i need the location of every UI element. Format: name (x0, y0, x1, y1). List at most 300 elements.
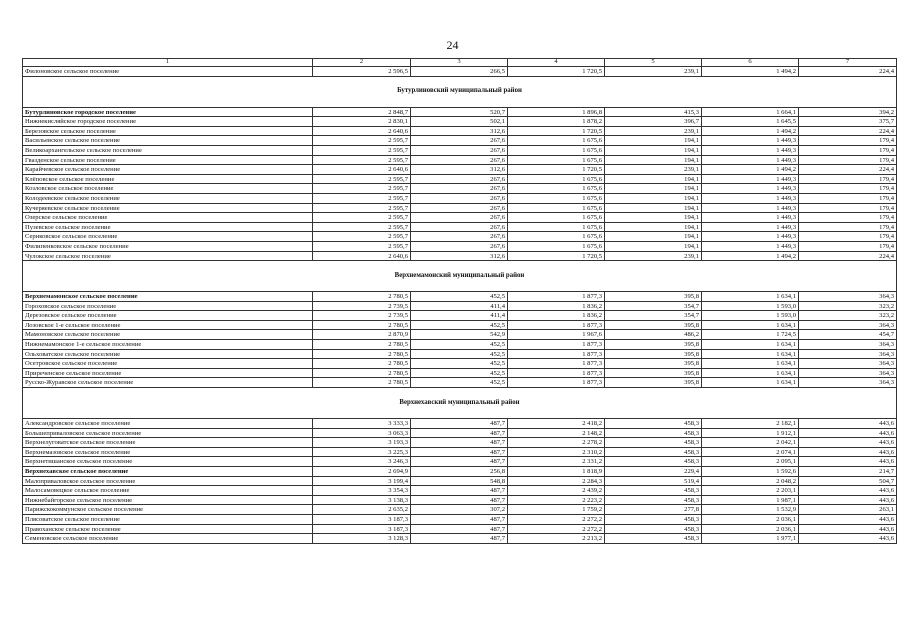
table-row (23, 213, 897, 223)
settlement-name: Пузевское сельское поселение (23, 222, 313, 232)
value-cell: 519,4 (605, 476, 702, 486)
table-row (23, 505, 897, 515)
value-cell: 2 223,2 (508, 495, 605, 505)
value-cell: 3 063,3 (313, 428, 411, 438)
table-row (23, 117, 897, 127)
value-cell: 2 439,2 (508, 486, 605, 496)
value-cell: 458,3 (605, 438, 702, 448)
value-cell: 1 987,1 (702, 495, 799, 505)
value-cell: 487,7 (411, 524, 508, 534)
value-cell: 452,5 (411, 292, 508, 302)
value-cell: 3 225,3 (313, 447, 411, 457)
settlement-name: Озерское сельское поселение (23, 213, 313, 223)
table-row (23, 184, 897, 194)
table-row (23, 457, 897, 467)
value-cell: 2 284,3 (508, 476, 605, 486)
value-cell: 1 720,5 (508, 251, 605, 261)
value-cell: 1 494,2 (702, 67, 799, 77)
value-cell: 520,7 (411, 107, 508, 117)
value-cell: 194,1 (605, 222, 702, 232)
table-body (23, 59, 897, 544)
value-cell: 179,4 (799, 232, 897, 242)
value-cell: 1 449,3 (702, 145, 799, 155)
settlement-name: Большеприваловское сельское поселение (23, 428, 313, 438)
value-cell: 364,3 (799, 320, 897, 330)
settlement-name: Филипенковское сельское поселение (23, 241, 313, 251)
value-cell: 487,7 (411, 457, 508, 467)
value-cell: 487,7 (411, 419, 508, 429)
value-cell: 2 780,5 (313, 368, 411, 378)
value-cell: 1 877,3 (508, 320, 605, 330)
value-cell: 179,4 (799, 222, 897, 232)
table-row (23, 340, 897, 350)
value-cell: 1 724,5 (702, 330, 799, 340)
value-cell: 411,4 (411, 311, 508, 321)
value-cell: 179,4 (799, 136, 897, 146)
value-cell: 1 634,1 (702, 359, 799, 369)
value-cell: 2 272,2 (508, 524, 605, 534)
value-cell: 1 675,6 (508, 145, 605, 155)
value-cell: 267,6 (411, 193, 508, 203)
value-cell: 458,3 (605, 457, 702, 467)
value-cell: 2 278,2 (508, 438, 605, 448)
value-cell: 179,4 (799, 213, 897, 223)
value-cell: 179,4 (799, 145, 897, 155)
value-cell: 354,7 (605, 311, 702, 321)
value-cell: 1 449,3 (702, 193, 799, 203)
value-cell: 239,1 (605, 251, 702, 261)
value-cell: 415,3 (605, 107, 702, 117)
section-header-row (23, 261, 897, 292)
value-cell: 3 333,3 (313, 419, 411, 429)
settlement-name: Приреченское сельское поселение (23, 368, 313, 378)
value-cell: 395,8 (605, 378, 702, 388)
value-cell: 1 449,3 (702, 213, 799, 223)
value-cell: 452,5 (411, 368, 508, 378)
table-row (23, 193, 897, 203)
column-number: 6 (702, 59, 799, 67)
value-cell: 364,3 (799, 368, 897, 378)
value-cell: 458,3 (605, 495, 702, 505)
value-cell: 354,7 (605, 301, 702, 311)
value-cell: 194,1 (605, 203, 702, 213)
value-cell: 323,2 (799, 301, 897, 311)
value-cell: 1 675,6 (508, 203, 605, 213)
value-cell: 2 595,7 (313, 203, 411, 213)
value-cell: 1 720,5 (508, 126, 605, 136)
table-row (23, 534, 897, 544)
value-cell: 2 095,1 (702, 457, 799, 467)
value-cell: 267,6 (411, 136, 508, 146)
value-cell: 1 449,3 (702, 184, 799, 194)
value-cell: 458,3 (605, 428, 702, 438)
settlement-name: Верхнемазовское сельское поселение (23, 447, 313, 457)
value-cell: 1 877,3 (508, 349, 605, 359)
value-cell: 364,3 (799, 359, 897, 369)
value-cell: 214,7 (799, 467, 897, 477)
value-cell: 487,7 (411, 534, 508, 544)
value-cell: 375,7 (799, 117, 897, 127)
page-number: 24 (446, 38, 459, 52)
value-cell: 1 720,5 (508, 67, 605, 77)
value-cell: 1 967,6 (508, 330, 605, 340)
value-cell: 1 877,3 (508, 340, 605, 350)
value-cell: 1 634,1 (702, 292, 799, 302)
value-cell: 1 494,2 (702, 126, 799, 136)
value-cell: 396,7 (605, 117, 702, 127)
value-cell: 1 634,1 (702, 320, 799, 330)
value-cell: 2 830,1 (313, 117, 411, 127)
value-cell: 3 199,4 (313, 476, 411, 486)
value-cell: 1 836,2 (508, 301, 605, 311)
value-cell: 267,6 (411, 232, 508, 242)
column-number: 5 (605, 59, 702, 67)
value-cell: 2 310,2 (508, 447, 605, 457)
settlement-name: Малосамовецкое сельское поселение (23, 486, 313, 496)
value-cell: 1 634,1 (702, 378, 799, 388)
value-cell: 2 640,6 (313, 165, 411, 175)
value-cell: 1 593,0 (702, 301, 799, 311)
settlement-name: Клёповское сельское поселение (23, 174, 313, 184)
value-cell: 2 182,1 (702, 419, 799, 429)
value-cell: 179,4 (799, 174, 897, 184)
value-cell: 194,1 (605, 136, 702, 146)
value-cell: 1 818,9 (508, 467, 605, 477)
column-number-row (23, 59, 897, 67)
value-cell: 452,5 (411, 340, 508, 350)
value-cell: 1 675,6 (508, 232, 605, 242)
value-cell: 487,7 (411, 486, 508, 496)
value-cell: 3 354,3 (313, 486, 411, 496)
value-cell: 2 203,1 (702, 486, 799, 496)
value-cell: 458,3 (605, 486, 702, 496)
value-cell: 179,4 (799, 155, 897, 165)
value-cell: 443,6 (799, 447, 897, 457)
value-cell: 1 494,2 (702, 251, 799, 261)
value-cell: 2 780,5 (313, 320, 411, 330)
settlement-name: Верхнелуговатское сельское поселение (23, 438, 313, 448)
value-cell: 194,1 (605, 145, 702, 155)
value-cell: 1 896,8 (508, 107, 605, 117)
value-cell: 266,5 (411, 67, 508, 77)
settlement-name: Плясоватское сельское поселение (23, 514, 313, 524)
value-cell: 2 640,6 (313, 126, 411, 136)
value-cell: 395,8 (605, 359, 702, 369)
settlement-name: Великоархангельское сельское поселение (23, 145, 313, 155)
value-cell: 1 877,3 (508, 292, 605, 302)
value-cell: 1 912,1 (702, 428, 799, 438)
table-row (23, 222, 897, 232)
value-cell: 179,4 (799, 203, 897, 213)
value-cell: 267,6 (411, 222, 508, 232)
value-cell: 307,2 (411, 505, 508, 515)
value-cell: 277,8 (605, 505, 702, 515)
value-cell: 194,1 (605, 193, 702, 203)
value-cell: 239,1 (605, 67, 702, 77)
column-number: 3 (411, 59, 508, 67)
value-cell: 267,6 (411, 145, 508, 155)
value-cell: 1 634,1 (702, 349, 799, 359)
table-row (23, 476, 897, 486)
value-cell: 3 138,3 (313, 495, 411, 505)
value-cell: 394,2 (799, 107, 897, 117)
table-row (23, 495, 897, 505)
value-cell: 487,7 (411, 447, 508, 457)
value-cell: 2 595,7 (313, 174, 411, 184)
value-cell: 3 187,3 (313, 514, 411, 524)
value-cell: 1 593,0 (702, 311, 799, 321)
value-cell: 504,7 (799, 476, 897, 486)
value-cell: 1 675,6 (508, 136, 605, 146)
value-cell: 2 595,7 (313, 232, 411, 242)
value-cell: 364,3 (799, 292, 897, 302)
table-row (23, 174, 897, 184)
settlement-name: Русско-Журавское сельское поселение (23, 378, 313, 388)
settlement-name: Верхнемамонское сельское поселение (23, 292, 313, 302)
value-cell: 312,6 (411, 165, 508, 175)
settlement-name: Гороховское сельское поселение (23, 301, 313, 311)
value-cell: 395,8 (605, 292, 702, 302)
table-row (23, 107, 897, 117)
value-cell: 2 074,1 (702, 447, 799, 457)
settlement-name: Ольховатское сельское поселение (23, 349, 313, 359)
settlement-name: Нижнебайгорское сельское поселение (23, 495, 313, 505)
settlement-name: Васильевское сельское поселение (23, 136, 313, 146)
column-number: 4 (508, 59, 605, 67)
value-cell: 502,1 (411, 117, 508, 127)
value-cell: 2 870,9 (313, 330, 411, 340)
value-cell: 2 640,6 (313, 251, 411, 261)
value-cell: 1 634,1 (702, 340, 799, 350)
table-row (23, 514, 897, 524)
value-cell: 395,8 (605, 368, 702, 378)
section-header-row (23, 76, 897, 107)
settlement-name: Малоприваловское сельское поселение (23, 476, 313, 486)
settlement-name: Бутурлиновское городское поселение (23, 107, 313, 117)
settlement-name: Нижнекисляйское городское поселение (23, 117, 313, 127)
value-cell: 458,3 (605, 514, 702, 524)
value-cell: 487,7 (411, 428, 508, 438)
value-cell: 443,6 (799, 486, 897, 496)
table-row (23, 419, 897, 429)
value-cell: 2 595,7 (313, 213, 411, 223)
value-cell: 1 675,6 (508, 155, 605, 165)
value-cell: 1 449,3 (702, 155, 799, 165)
value-cell: 443,6 (799, 428, 897, 438)
value-cell: 2 595,7 (313, 222, 411, 232)
table-row (23, 67, 897, 77)
value-cell: 267,6 (411, 174, 508, 184)
table-row (23, 136, 897, 146)
settlement-name: Александровское сельское поселение (23, 419, 313, 429)
value-cell: 2 635,2 (313, 505, 411, 515)
value-cell: 267,6 (411, 203, 508, 213)
table-row (23, 241, 897, 251)
table-row (23, 438, 897, 448)
settlement-name: Правоханское сельское поселение (23, 524, 313, 534)
value-cell: 443,6 (799, 457, 897, 467)
value-cell: 411,4 (411, 301, 508, 311)
value-cell: 1 532,9 (702, 505, 799, 515)
table-row (23, 292, 897, 302)
value-cell: 395,8 (605, 320, 702, 330)
value-cell: 2 848,7 (313, 107, 411, 117)
settlement-name: Семеновское сельское поселение (23, 534, 313, 544)
value-cell: 2 331,2 (508, 457, 605, 467)
table-row (23, 447, 897, 457)
table-row (23, 155, 897, 165)
value-cell: 267,6 (411, 155, 508, 165)
value-cell: 486,2 (605, 330, 702, 340)
value-cell: 1 877,3 (508, 368, 605, 378)
table-row (23, 320, 897, 330)
value-cell: 3 246,3 (313, 457, 411, 467)
value-cell: 443,6 (799, 438, 897, 448)
value-cell: 194,1 (605, 232, 702, 242)
table-row (23, 330, 897, 340)
value-cell: 1 449,3 (702, 174, 799, 184)
value-cell: 2 694,9 (313, 467, 411, 477)
value-cell: 364,3 (799, 340, 897, 350)
value-cell: 1 675,6 (508, 184, 605, 194)
value-cell: 443,6 (799, 514, 897, 524)
settlement-name: Козловское сельское поселение (23, 184, 313, 194)
table-row (23, 359, 897, 369)
column-number: 1 (23, 59, 313, 67)
value-cell: 1 494,2 (702, 165, 799, 175)
value-cell: 1 675,6 (508, 174, 605, 184)
value-cell: 2 272,2 (508, 514, 605, 524)
settlement-name: Верхнехавское сельское поселение (23, 467, 313, 477)
value-cell: 548,8 (411, 476, 508, 486)
value-cell: 364,3 (799, 378, 897, 388)
value-cell: 364,3 (799, 349, 897, 359)
settlement-name: Лозовское 1-е сельское поселение (23, 320, 313, 330)
value-cell: 542,9 (411, 330, 508, 340)
value-cell: 267,6 (411, 213, 508, 223)
value-cell: 224,4 (799, 67, 897, 77)
value-cell: 323,2 (799, 311, 897, 321)
settlement-name: Гвазденское сельское поселение (23, 155, 313, 165)
settlement-name: Дерезовское сельское поселение (23, 311, 313, 321)
value-cell: 1 645,5 (702, 117, 799, 127)
value-cell: 312,6 (411, 126, 508, 136)
value-cell: 458,3 (605, 534, 702, 544)
data-table (22, 58, 897, 544)
table-row (23, 378, 897, 388)
value-cell: 1 449,3 (702, 232, 799, 242)
table-row (23, 428, 897, 438)
value-cell: 452,5 (411, 359, 508, 369)
table-row (23, 203, 897, 213)
value-cell: 2 213,2 (508, 534, 605, 544)
value-cell: 1 675,6 (508, 241, 605, 251)
value-cell: 224,4 (799, 126, 897, 136)
table-row (23, 524, 897, 534)
value-cell: 454,7 (799, 330, 897, 340)
column-number: 2 (313, 59, 411, 67)
value-cell: 1 449,3 (702, 203, 799, 213)
value-cell: 2 780,5 (313, 340, 411, 350)
value-cell: 3 193,3 (313, 438, 411, 448)
value-cell: 1 759,2 (508, 505, 605, 515)
value-cell: 452,5 (411, 320, 508, 330)
value-cell: 194,1 (605, 241, 702, 251)
district-title: Верхнехавский муниципальный район (23, 388, 897, 419)
table-row (23, 368, 897, 378)
value-cell: 2 036,1 (702, 514, 799, 524)
settlement-name: Колодеевское сельское поселение (23, 193, 313, 203)
value-cell: 1 878,2 (508, 117, 605, 127)
value-cell: 2 780,5 (313, 292, 411, 302)
value-cell: 312,6 (411, 251, 508, 261)
value-cell: 458,3 (605, 447, 702, 457)
value-cell: 2 595,7 (313, 155, 411, 165)
value-cell: 224,4 (799, 251, 897, 261)
value-cell: 194,1 (605, 155, 702, 165)
value-cell: 1 675,6 (508, 193, 605, 203)
value-cell: 2 780,5 (313, 378, 411, 388)
value-cell: 2 036,1 (702, 524, 799, 534)
value-cell: 2 418,2 (508, 419, 605, 429)
value-cell: 179,4 (799, 193, 897, 203)
value-cell: 224,4 (799, 165, 897, 175)
settlement-name: Верхнетишанское сельское поселение (23, 457, 313, 467)
settlement-name: Парижскокоммунское сельское поселение (23, 505, 313, 515)
value-cell: 263,1 (799, 505, 897, 515)
value-cell: 179,4 (799, 241, 897, 251)
value-cell: 458,3 (605, 419, 702, 429)
settlement-name: Мамоновское сельское поселение (23, 330, 313, 340)
value-cell: 1 664,1 (702, 107, 799, 117)
value-cell: 487,7 (411, 495, 508, 505)
table-row (23, 251, 897, 261)
value-cell: 443,6 (799, 524, 897, 534)
value-cell: 2 596,5 (313, 67, 411, 77)
settlement-name: Осетровское сельское поселение (23, 359, 313, 369)
value-cell: 239,1 (605, 126, 702, 136)
value-cell: 239,1 (605, 165, 702, 175)
value-cell: 2 595,7 (313, 193, 411, 203)
settlement-name: Нижнемамонское 1-е сельское поселение (23, 340, 313, 350)
value-cell: 2 739,5 (313, 301, 411, 311)
value-cell: 256,8 (411, 467, 508, 477)
value-cell: 194,1 (605, 184, 702, 194)
value-cell: 3 187,3 (313, 524, 411, 534)
value-cell: 1 449,3 (702, 241, 799, 251)
table-row (23, 145, 897, 155)
table-row (23, 349, 897, 359)
value-cell: 2 595,7 (313, 184, 411, 194)
settlement-name: Кучеряевское сельское поселение (23, 203, 313, 213)
value-cell: 395,8 (605, 340, 702, 350)
value-cell: 1 877,3 (508, 359, 605, 369)
value-cell: 2 595,7 (313, 241, 411, 251)
value-cell: 3 128,3 (313, 534, 411, 544)
value-cell: 1 977,1 (702, 534, 799, 544)
value-cell: 2 780,5 (313, 359, 411, 369)
value-cell: 2 595,7 (313, 145, 411, 155)
value-cell: 2 042,1 (702, 438, 799, 448)
value-cell: 452,5 (411, 349, 508, 359)
settlement-name: Чулокское сельское поселение (23, 251, 313, 261)
table-row (23, 311, 897, 321)
table-row (23, 126, 897, 136)
value-cell: 2 148,2 (508, 428, 605, 438)
value-cell: 267,6 (411, 241, 508, 251)
table-row (23, 486, 897, 496)
value-cell: 2 780,5 (313, 349, 411, 359)
